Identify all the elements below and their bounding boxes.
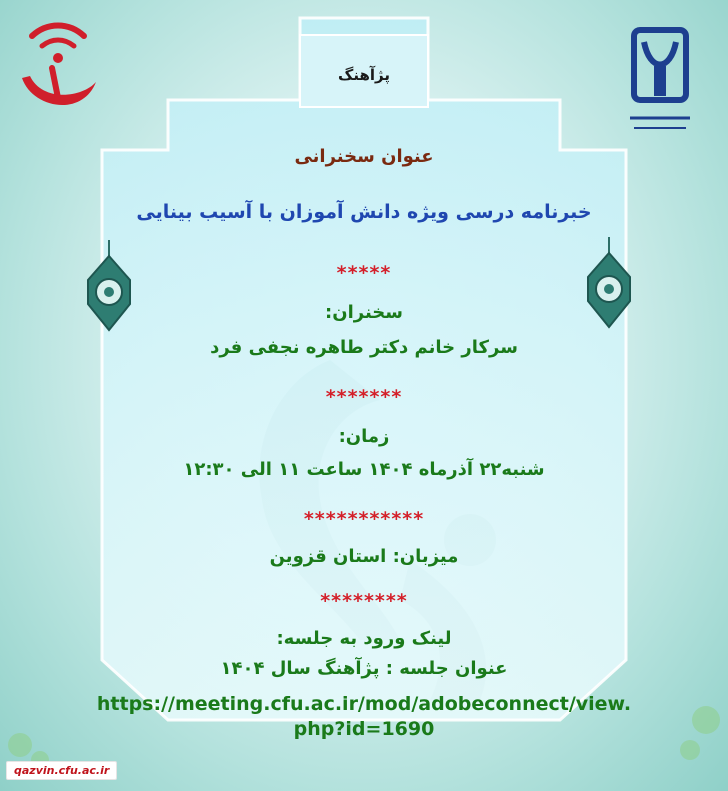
- meeting-link[interactable]: [0, 692, 728, 742]
- star-separator: ***********: [303, 508, 425, 530]
- star-separator: *******: [325, 386, 403, 408]
- arched-panel: [102, 18, 626, 720]
- brand-label: پژآهنگ: [338, 66, 390, 84]
- meeting-link-line-2[interactable]: php?id=1690: [293, 718, 435, 740]
- speakers-label: سخنران:: [325, 302, 403, 323]
- source-badge: qazvin.cfu.ac.ir: [6, 761, 117, 780]
- link-label: لینک ورود به جلسه:: [276, 628, 452, 649]
- host-label: میزبان: استان قزوین: [269, 546, 459, 567]
- time-label: زمان:: [338, 426, 390, 447]
- session-title: عنوان جلسه : پژآهنگ سال ۱۴۰۴: [220, 658, 508, 679]
- lecture-subject: خبرنامه درسی ویژه دانش آموزان با آسیب بینایی: [136, 201, 592, 223]
- meeting-link-line-1[interactable]: https://meeting.cfu.ac.ir/mod/adobeconnect/view.: [96, 693, 632, 715]
- star-separator: *****: [336, 262, 392, 284]
- speech-title-label: عنوان سخنرانی: [294, 146, 434, 167]
- speaker-name: سرکار خانم دکتر طاهره نجفی فرد: [210, 337, 518, 358]
- star-separator: ********: [320, 590, 408, 612]
- time-value: شنبه۲۲ آذرماه ۱۴۰۴ ساعت ۱۱ الی ۱۲:۳۰: [183, 459, 545, 480]
